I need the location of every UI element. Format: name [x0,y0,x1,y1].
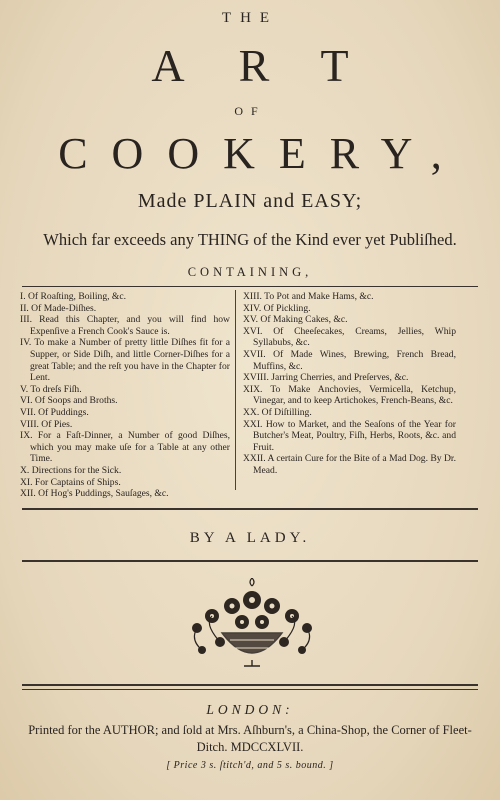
contents-column-divider [235,290,236,490]
subtitle-made-plain: Made PLAIN and EASY; [137,190,363,212]
contents-entry: XX. Of Diſtilling. [243,406,312,418]
title-cookery: COOKERY, [58,129,466,178]
contents-left-column [20,291,230,500]
imprint-city: LONDON: [206,702,294,717]
containing-heading: CONTAINING, [187,265,313,279]
contents-right-column [243,291,456,477]
contents-entry: XXII. A certain Cure for the Bite of a Mad Dog. By Dr. Mead. [243,453,456,476]
contents-entry: XVI. Of Cheeſecakes, Creams, Jellies, Whip Syllabubs, &c. [243,325,456,349]
contents-entry: VII. Of Puddings. [20,406,89,418]
contents-entry: XV. Of Making Cakes, &c. [243,314,348,326]
contents-entry: XVIII. Jarring Cherries, and Preſerves, &c. [243,372,409,384]
title-the: THE [221,10,279,26]
contents-entry: II. Of Made-Diſhes. [20,302,97,314]
contents-entry: VI. Of Soops and Broths. [20,395,118,407]
contents-entry: XIII. To Pot and Make Hams, &c. [243,291,374,302]
contents-entry: V. To dreſs Fiſh. [20,383,82,395]
title-art: ART [151,40,403,91]
imprint-price: [ Price 3 s. ſtitch'd, and 5 s. bound. ] [166,760,334,771]
contents-entry: XIX. To Make Anchovies, Vermicella, Ketchup, Vinegar, and to keep Artichokes, French-Beans, &c. [243,383,456,407]
contents-entry: I. Of Roaſting, Boiling, &c. [20,291,127,302]
author-top-rule [22,508,478,510]
imprint-top-rule [22,684,478,686]
subtitle-which-far: Which far exceeds any THING of the Kind ever yet Publiſhed. [43,230,457,249]
contents-entry: XI. For Captains of Ships. [20,476,121,488]
contents-entry: III. Read this Chapter, and you will find how Expenſive a French Cook's Sauce is. [20,314,230,337]
contents-entry: IV. To make a Number of pretty little Diſhes fit for a Supper, or Side Diſh, and little Corner-Diſhes for a great Table; and the reſt you have in the Chapter for Lent. [20,337,230,384]
contents-entry: VIII. Of Pies. [20,418,73,430]
author-line: BY A LADY. [189,530,311,546]
contents-entry: IX. For a Faſt-Dinner, a Number of good Diſhes, which you may make uſe for a Table at any other Time. [20,430,230,465]
imprint-top-rule-thin [22,689,478,690]
contents-entry: XII. Of Hog's Puddings, Sauſages, &c. [20,488,169,500]
title-of: OF [234,104,266,118]
contents-entry: XXI. How to Market, and the Seaſons of the Year for Butcher's Meat, Poultry, Fiſh, Herbs, Roots, &c. and Fruit. [243,418,456,453]
contents-top-rule [22,286,478,287]
contents-entry: XVII. Of Made Wines, Brewing, French Bread, Muffins, &c. [243,348,456,372]
floral-basket-ornament-icon [182,578,322,668]
contents-entry: XIV. Of Pickling. [243,302,311,314]
contents-entry: X. Directions for the Sick. [20,464,122,476]
author-bottom-rule [22,560,478,562]
imprint-printed-for: Printed for the AUTHOR; and ſold at Mrs. Aſhburn's, a China-Shop, the Corner of Fleet-Ditch. MDCCXLVII. [28,723,472,754]
